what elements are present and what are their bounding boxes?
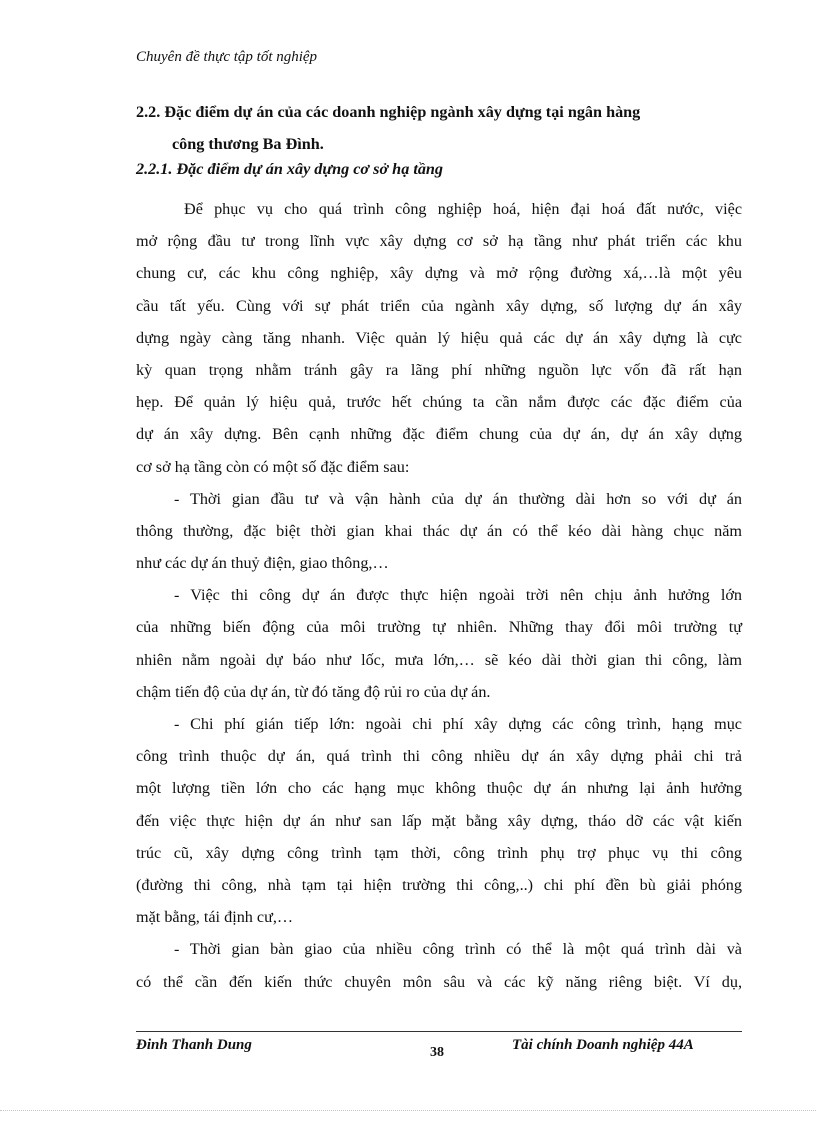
footer-divider: [136, 1031, 742, 1032]
body-line: mặt bằng, tái định cư,…: [136, 908, 294, 927]
subsection-heading: 2.2.1. Đặc điểm dự án xây dựng cơ sở hạ tầng: [136, 160, 444, 178]
page-number: 38: [430, 1045, 444, 1060]
footer-department: Tài chính Doanh nghiệp 44A: [512, 1037, 694, 1053]
body-line: (đường thi công, nhà tạm tại hiện trường thi công,..) chi phí đền bù giải phóng: [136, 875, 742, 894]
body-line: trúc cũ, xây dựng công trình tạm thời, công trình phụ trợ phục vụ thi công: [136, 843, 742, 862]
body-line: cầu tất yếu. Cùng với sự phát triển của ngành xây dựng, số lượng dự án xây: [136, 296, 742, 315]
body-line: Để phục vụ cho quá trình công nghiệp hoá, hiện đại hoá đất nước, việc: [184, 200, 742, 218]
body-line: có thể cần đến kiến thức chuyên môn sâu và các kỹ năng riêng biệt. Ví dụ,: [136, 972, 742, 991]
body-line: của những biến động của môi trường tự nhiên. Những thay đổi môi trường tự: [136, 618, 742, 637]
body-line: đến việc thực hiện dự án như san lấp mặt bằng xây dựng, tháo dỡ các vật kiến: [136, 811, 742, 830]
page-edge-divider: [0, 1110, 816, 1111]
body-line: dựng ngày càng tăng nhanh. Việc quản lý hiệu quả các dự án xây dựng là cực: [136, 328, 742, 347]
body-line: kỳ quan trọng nhằm tránh gây ra lãng phí những nguồn lực vốn đã rất hạn: [136, 360, 742, 379]
body-text: [136, 193, 742, 998]
section-heading-line-1: 2.2. Đặc điểm dự án của các doanh nghiệp ngành xây dựng tại ngân hàng: [136, 103, 641, 121]
body-line: một lượng tiền lớn cho các hạng mục không thuộc dự án nhưng lại ảnh hưởng: [136, 779, 742, 798]
document-header: Chuyên đề thực tập tốt nghiệp: [136, 49, 318, 65]
section-heading: [136, 96, 742, 160]
body-line: hẹp. Để quản lý hiệu quả, trước hết chúng ta cần nắm được các đặc điểm của: [136, 393, 742, 412]
body-line: cơ sở hạ tầng còn có một số đặc điểm sau:: [136, 457, 410, 476]
body-line: thông thường, đặc biệt thời gian khai thác dự án có thể kéo dài hàng chục năm: [136, 521, 742, 540]
body-line: như các dự án thuỷ điện, giao thông,…: [136, 554, 389, 573]
body-line: - Việc thi công dự án được thực hiện ngoài trời nên chịu ảnh hưởng lớn: [174, 586, 742, 605]
body-line: - Thời gian đầu tư và vận hành của dự án thường dài hơn so với dự án: [174, 489, 742, 508]
body-line: dự án xây dựng. Bên cạnh những đặc điểm chung của dự án, dự án xây dựng: [136, 425, 742, 444]
body-line: mở rộng đầu tư trong lĩnh vực xây dựng cơ sở hạ tầng như phát triển các khu: [136, 232, 742, 251]
body-line: công trình thuộc dự án, quá trình thi công nhiều dự án xây dựng phải chi trả: [136, 747, 742, 766]
body-line: chung cư, các khu công nghiệp, xây dựng và mở rộng đường xá,…là một yêu: [136, 264, 742, 283]
footer-author: Đinh Thanh Dung: [136, 1037, 252, 1053]
body-line: - Chi phí gián tiếp lớn: ngoài chi phí xây dựng các công trình, hạng mục: [174, 715, 742, 733]
body-line: chậm tiến độ của dự án, từ đó tăng độ rủi ro của dự án.: [136, 682, 491, 701]
body-line: nhiên nằm ngoài dự báo như lốc, mưa lớn,… sẽ kéo dài thời gian thi công, làm: [136, 650, 742, 669]
section-heading-line-2: công thương Ba Đình.: [172, 135, 324, 153]
body-line: - Thời gian bàn giao của nhiều công trình có thể là một quá trình dài và: [174, 940, 742, 959]
